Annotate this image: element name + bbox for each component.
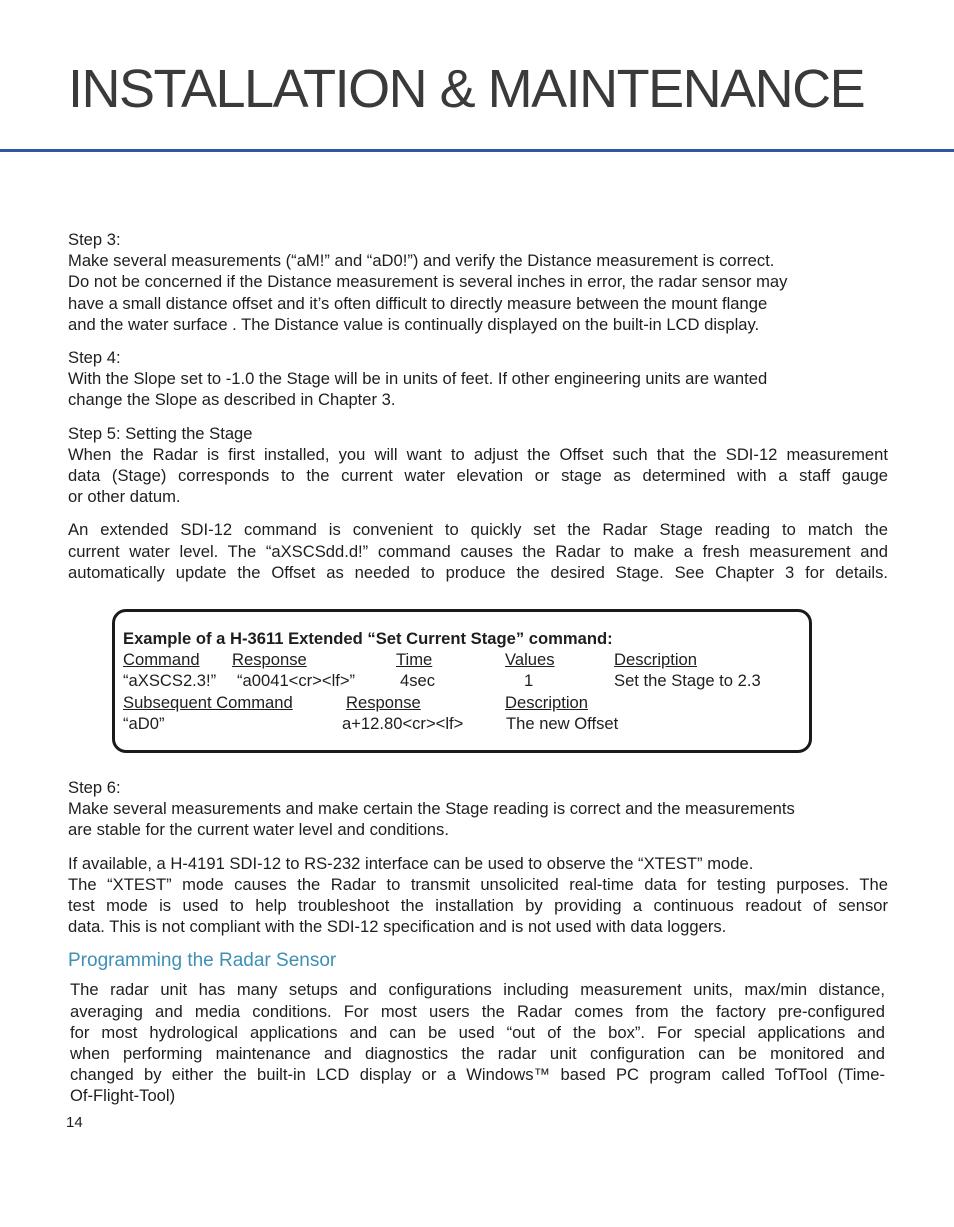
extended-command-line: automatically update the Offset as needed to produce the desired Stage. See Chapter 3 for details. (68, 562, 888, 582)
step-3-line: Do not be concerned if the Distance measurement is several inches in error, the radar sensor may (68, 272, 788, 292)
cell-sub-response: a+12.80<cr><lf> (342, 713, 464, 733)
extended-command-line: current water level. The “aXSCSdd.d!” command causes the Radar to make a fresh measurement and (68, 541, 888, 561)
step-3-paragraph (68, 229, 888, 335)
example-header-row (123, 649, 799, 670)
col-response-header: Response (232, 650, 307, 670)
step-4-heading: Step 4: (68, 348, 121, 368)
header-rule (0, 149, 954, 152)
step-3-line: Make several measurements (“aM!” and “aD0!”) and verify the Distance measurement is correct. (68, 251, 775, 271)
extended-command-paragraph (68, 519, 888, 583)
col-command-header: Command (123, 650, 200, 670)
col-sub-description-header: Description (505, 692, 589, 712)
example-box-title: Example of a H-3611 Extended “Set Current Stage” command: (123, 629, 613, 649)
step-4-line: With the Slope set to -1.0 the Stage will be in units of feet. If other engineering units are wanted (68, 369, 768, 389)
step-3-line: have a small distance offset and it’s often difficult to directly measure between the mount flange (68, 293, 768, 313)
programming-line: changed by either the built-in LCD display or a Windows™ based PC program called TofTool (Time- (70, 1065, 885, 1085)
page-number: 14 (66, 1114, 83, 1131)
extended-command-line: An extended SDI-12 command is convenient to quickly set the Radar Stage reading to match the (68, 520, 888, 540)
step-6-paragraph (68, 777, 888, 841)
xtest-line: test mode is used to help troubleshoot the installation by providing a continuous readout of sensor (68, 896, 888, 916)
programming-line: when performing maintenance and diagnostics the radar unit configuration can be monitored and (70, 1044, 885, 1064)
step-5-line: data (Stage) corresponds to the current water elevation or stage as determined with a staff gauge (68, 466, 888, 486)
cell-sub-command: “aD0” (123, 713, 165, 733)
step-6-line: are stable for the current water level and conditions. (68, 820, 449, 840)
col-subsequent-command-header: Subsequent Command (123, 692, 293, 712)
step-3-line: and the water surface . The Distance value is continually displayed on the built-in LCD display. (68, 314, 760, 334)
example-sub-data-row (123, 713, 799, 734)
programming-line: for most hydrological applications and can be used “out of the box”. For special applications and (70, 1022, 885, 1042)
page-title: INSTALLATION & MAINTENANCE (68, 59, 865, 119)
col-sub-response-header: Response (346, 692, 421, 712)
cell-response: “a0041<cr><lf>” (237, 671, 356, 691)
col-description-header: Description (614, 650, 698, 670)
step-6-line: Make several measurements and make certain the Stage reading is correct and the measurements (68, 799, 795, 819)
step-5-line: When the Radar is first installed, you will want to adjust the Offset such that the SDI-12 measurement (68, 444, 888, 464)
cell-sub-description: The new Offset (506, 713, 619, 733)
cell-time: 4sec (400, 671, 436, 691)
cell-description: Set the Stage to 2.3 (614, 671, 761, 691)
cell-values: 1 (524, 671, 534, 691)
step-5-heading: Step 5: Setting the Stage (68, 423, 253, 443)
step-4-paragraph (68, 347, 888, 411)
programming-section-heading: Programming the Radar Sensor (68, 950, 337, 972)
programming-line: averaging and media conditions. For most users the Radar comes from the factory pre-configured (70, 1001, 885, 1021)
xtest-line: The “XTEST” mode causes the Radar to transmit unsolicited real-time data for testing purposes. The (68, 874, 888, 894)
main-content (68, 229, 888, 1119)
step-3-heading: Step 3: (68, 230, 121, 249)
example-data-row (123, 670, 799, 691)
cell-command: “aXSCS2.3!” (123, 671, 217, 691)
step-6-heading: Step 6: (68, 778, 121, 797)
example-sub-header-row (123, 692, 799, 713)
step-4-line: change the Slope as described in Chapter 3. (68, 390, 396, 410)
programming-paragraph (70, 979, 885, 1106)
page-header (0, 0, 954, 153)
xtest-line: data. This is not compliant with the SDI-12 specification and is not used with data loggers. (68, 917, 727, 937)
programming-line: The radar unit has many setups and configurations including measurement units, max/min distance, (70, 980, 885, 1000)
col-time-header: Time (396, 650, 433, 670)
step-5-paragraph (68, 423, 888, 508)
step-5-line: or other datum. (68, 487, 181, 507)
col-values-header: Values (505, 650, 555, 670)
programming-line: Of-Flight-Tool) (70, 1086, 176, 1106)
example-command-box (112, 609, 812, 753)
xtest-line: If available, a H-4191 SDI-12 to RS-232 interface can be used to observe the “XTEST” mode. (68, 853, 754, 873)
xtest-paragraph (68, 853, 888, 938)
